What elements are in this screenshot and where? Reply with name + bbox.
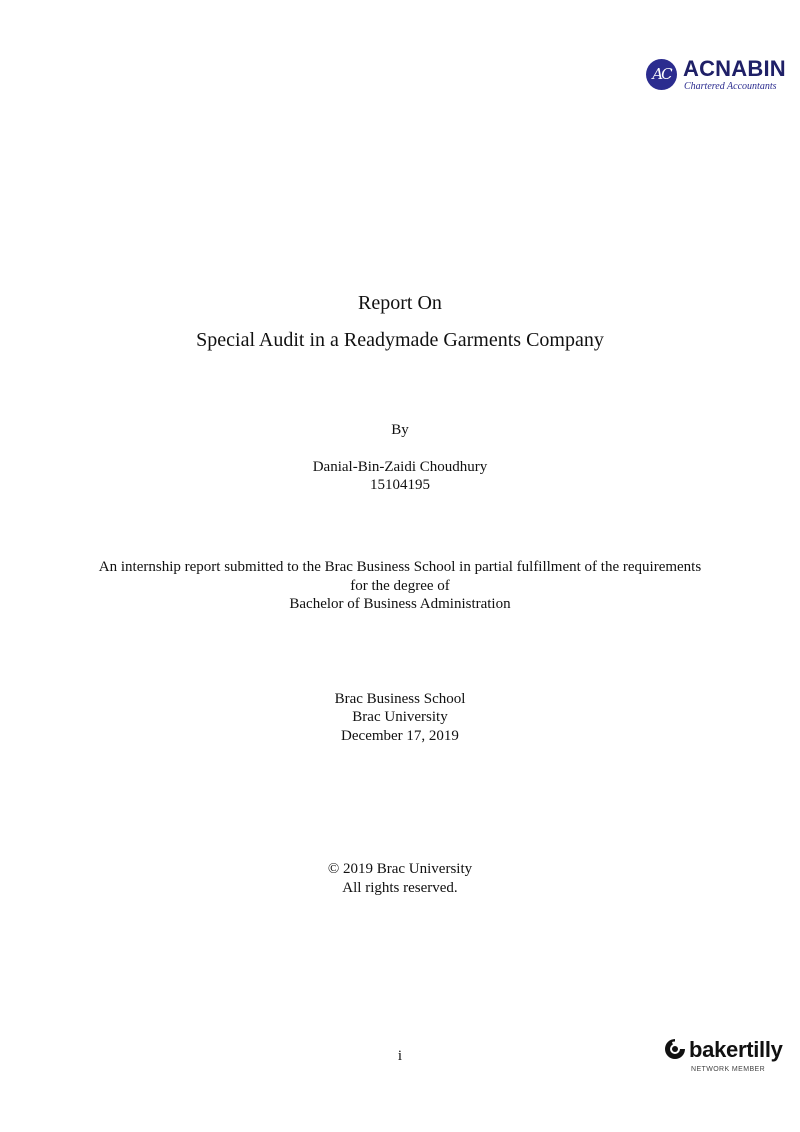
submission-date: December 17, 2019 [341, 728, 459, 744]
page-number: i [397, 1048, 403, 1064]
school-name: Brac Business School [334, 691, 466, 707]
bakertilly-logo [664, 1036, 794, 1080]
student-id: 15104195 [370, 477, 430, 493]
submission-line-1: An internship report submitted to the Brac Business School in partial fulfillment of the requirements [98, 559, 702, 575]
acnabin-seal-icon: AC [646, 59, 677, 90]
copyright-line: © 2019 Brac University [327, 861, 473, 877]
bakertilly-logo-tagline: NETWORK MEMBER [691, 1066, 766, 1073]
acnabin-logo-name: ACNABIN [683, 56, 786, 81]
bakertilly-logo-name: bakertilly [689, 1037, 783, 1062]
report-title-line-1: Report On [358, 292, 442, 314]
report-title-line-2: Special Audit in a Readymade Garments Company [196, 329, 604, 351]
acnabin-logo-tagline: Chartered Accountants [684, 81, 777, 92]
acnabin-logo [646, 57, 796, 95]
university-name: Brac University [352, 709, 448, 725]
submission-line-3: Bachelor of Business Administration [289, 596, 511, 612]
rights-reserved: All rights reserved. [342, 880, 458, 896]
by-label: By [391, 422, 409, 438]
bakertilly-mark-icon [664, 1038, 686, 1060]
author-name: Danial-Bin-Zaidi Choudhury [312, 459, 488, 475]
submission-line-2: for the degree of [350, 578, 450, 594]
